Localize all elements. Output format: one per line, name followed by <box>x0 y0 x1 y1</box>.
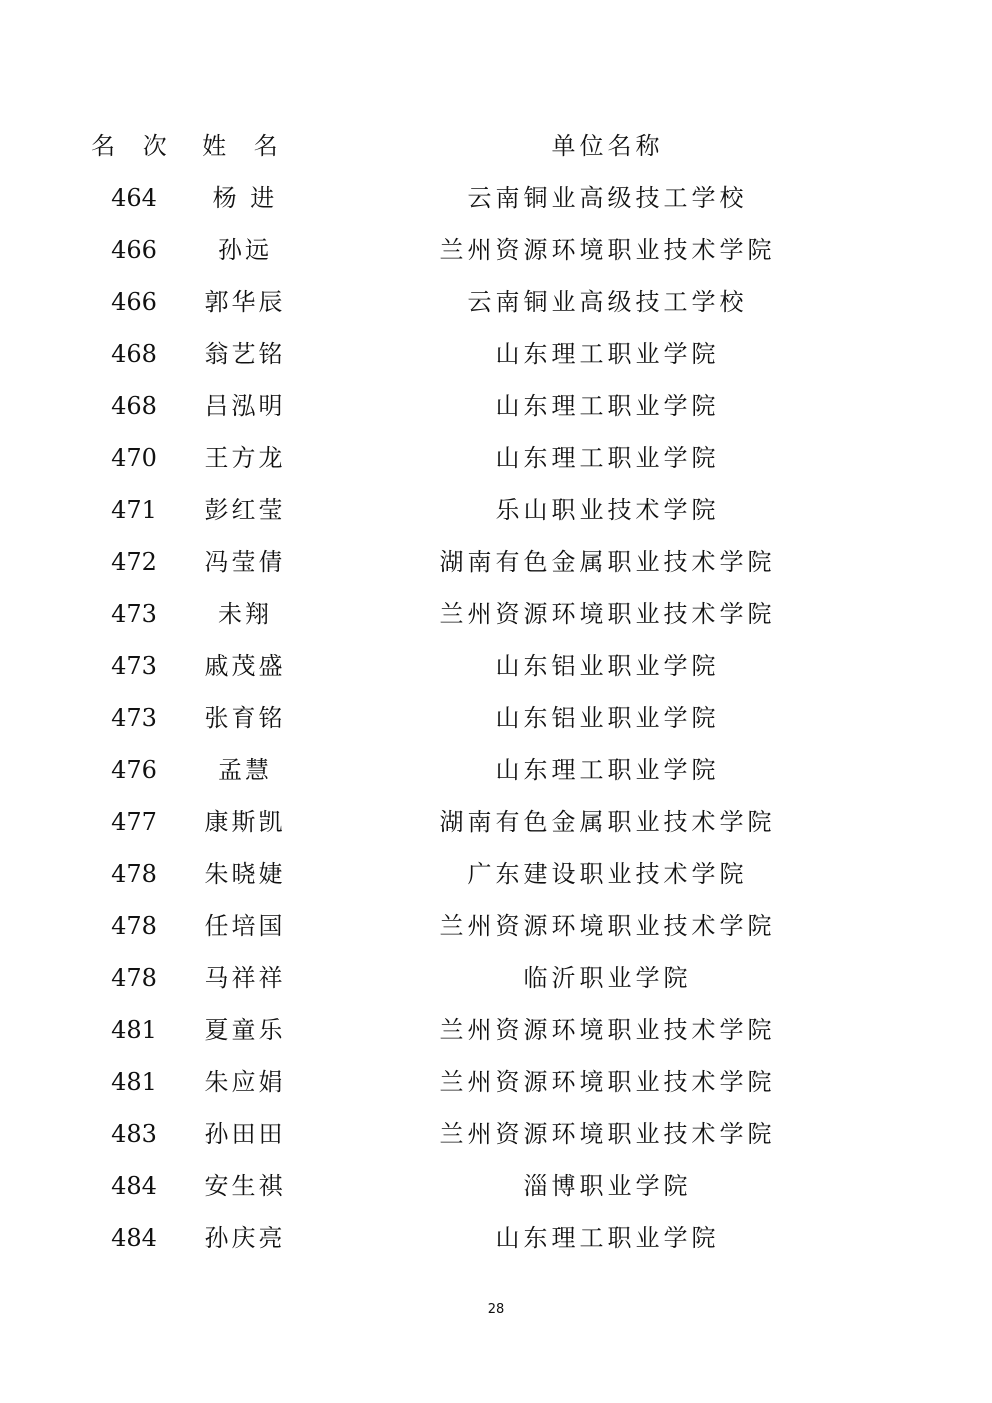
table-row <box>0 276 992 328</box>
unit-cell: 兰州资源环境职业技术学院 <box>439 1120 776 1148</box>
table-row <box>0 744 992 796</box>
name-cell: 戚茂盛 <box>204 652 286 680</box>
rank-cell: 468 <box>111 340 157 368</box>
rank-cell: 483 <box>111 1120 157 1148</box>
table-row <box>0 640 992 692</box>
table-row <box>0 848 992 900</box>
name-cell: 马祥祥 <box>204 964 286 992</box>
rank-cell: 466 <box>111 236 157 264</box>
header-unit: 单位名称 <box>551 132 664 160</box>
table-row <box>0 328 992 380</box>
table-row <box>0 484 992 536</box>
table-row <box>0 1108 992 1160</box>
table-row <box>0 1160 992 1212</box>
table-header-row <box>0 120 992 172</box>
header-rank: 名 次 <box>91 132 177 160</box>
name-cell: 未翔 <box>218 600 272 628</box>
rank-cell: 473 <box>111 652 157 680</box>
name-cell: 任培国 <box>204 912 286 940</box>
unit-cell: 湖南有色金属职业技术学院 <box>439 548 776 576</box>
ranking-table <box>0 120 992 1264</box>
table-row <box>0 380 992 432</box>
rank-cell: 481 <box>111 1016 157 1044</box>
unit-cell: 云南铜业高级技工学校 <box>467 184 748 212</box>
name-cell: 孙远 <box>218 236 272 264</box>
unit-cell: 山东理工职业学院 <box>495 1224 720 1252</box>
table-row <box>0 1004 992 1056</box>
unit-cell: 云南铜业高级技工学校 <box>467 288 748 316</box>
table-row <box>0 1212 992 1264</box>
rank-cell: 466 <box>111 288 157 316</box>
table-row <box>0 1056 992 1108</box>
name-cell: 冯莹倩 <box>204 548 286 576</box>
rank-cell: 478 <box>111 912 157 940</box>
header-name: 姓 名 <box>202 132 288 160</box>
rank-cell: 476 <box>111 756 157 784</box>
name-cell: 孟慧 <box>218 756 272 784</box>
rank-cell: 464 <box>111 184 157 212</box>
unit-cell: 乐山职业技术学院 <box>495 496 720 524</box>
name-cell: 王方龙 <box>204 444 286 472</box>
page-number: 28 <box>487 1302 505 1317</box>
rank-cell: 470 <box>111 444 157 472</box>
unit-cell: 淄博职业学院 <box>523 1172 692 1200</box>
unit-cell: 山东理工职业学院 <box>495 756 720 784</box>
unit-cell: 广东建设职业技术学院 <box>467 860 748 888</box>
unit-cell: 湖南有色金属职业技术学院 <box>439 808 776 836</box>
unit-cell: 兰州资源环境职业技术学院 <box>439 1016 776 1044</box>
table-row <box>0 172 992 224</box>
name-cell: 康斯凯 <box>204 808 286 836</box>
name-cell: 孙庆亮 <box>204 1224 286 1252</box>
rank-cell: 478 <box>111 964 157 992</box>
name-cell: 夏童乐 <box>204 1016 286 1044</box>
unit-cell: 山东铝业职业学院 <box>495 704 720 732</box>
name-cell: 朱应娟 <box>204 1068 286 1096</box>
unit-cell: 兰州资源环境职业技术学院 <box>439 236 776 264</box>
rank-cell: 471 <box>111 496 157 524</box>
rank-cell: 473 <box>111 600 157 628</box>
rank-cell: 472 <box>111 548 157 576</box>
table-row <box>0 900 992 952</box>
table-row <box>0 432 992 484</box>
rank-cell: 481 <box>111 1068 157 1096</box>
name-cell: 彭红莹 <box>204 496 286 524</box>
unit-cell: 兰州资源环境职业技术学院 <box>439 600 776 628</box>
name-cell: 杨 进 <box>212 184 278 212</box>
name-cell: 孙田田 <box>204 1120 286 1148</box>
table-row <box>0 952 992 1004</box>
rank-cell: 477 <box>111 808 157 836</box>
table-body <box>0 172 992 1264</box>
rank-cell: 484 <box>111 1172 157 1200</box>
name-cell: 安生祺 <box>204 1172 286 1200</box>
unit-cell: 兰州资源环境职业技术学院 <box>439 1068 776 1096</box>
rank-cell: 484 <box>111 1224 157 1252</box>
name-cell: 朱晓婕 <box>204 860 286 888</box>
table-row <box>0 588 992 640</box>
table-row <box>0 536 992 588</box>
table-row <box>0 224 992 276</box>
unit-cell: 山东理工职业学院 <box>495 392 720 420</box>
unit-cell: 山东理工职业学院 <box>495 340 720 368</box>
name-cell: 郭华辰 <box>204 288 286 316</box>
name-cell: 张育铭 <box>204 704 286 732</box>
unit-cell: 山东铝业职业学院 <box>495 652 720 680</box>
unit-cell: 临沂职业学院 <box>523 964 692 992</box>
unit-cell: 兰州资源环境职业技术学院 <box>439 912 776 940</box>
name-cell: 翁艺铭 <box>204 340 286 368</box>
rank-cell: 468 <box>111 392 157 420</box>
rank-cell: 473 <box>111 704 157 732</box>
rank-cell: 478 <box>111 860 157 888</box>
table-row <box>0 692 992 744</box>
table-row <box>0 796 992 848</box>
unit-cell: 山东理工职业学院 <box>495 444 720 472</box>
name-cell: 吕泓明 <box>204 392 286 420</box>
